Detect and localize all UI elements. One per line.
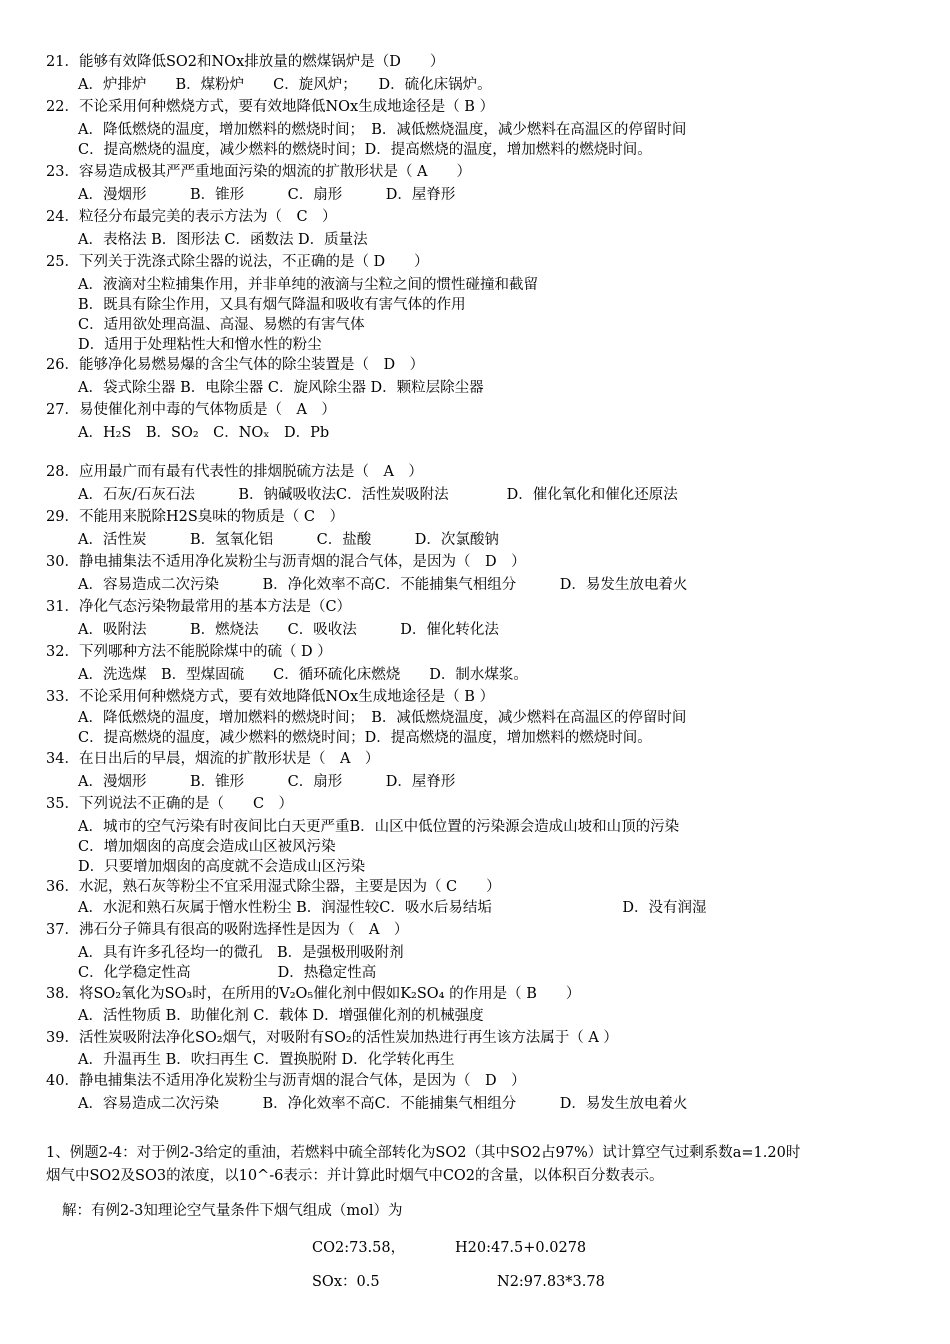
text-line: A．活性物质 B．助催化剂 C．载体 D．增强催化剂的机械强度 — [78, 1008, 484, 1024]
text-line: 烟气中SO2及SO3的浓度，以10^-6表示：并计算此时烟气中CO2的含量，以体积百分数表示。 — [46, 1168, 664, 1184]
text-line: 27．易使催化剂中毒的气体物质是（ A ） — [46, 402, 336, 418]
text-line: 1、例题2-4：对于例2-3给定的重油，若燃料中硫全部转化为SO2（其中SO2占97%）试计算空气过剩系数a=1.20时 — [46, 1145, 801, 1161]
text-line: A．漫烟形 B．锥形 C．扇形 D．屋脊形 — [78, 187, 456, 203]
text-line: A．城市的空气污染有时夜间比白天更严重B．山区中低位置的污染源会造成山坡和山顶的污染 — [78, 819, 680, 835]
text-line: C．化学稳定性高 D．热稳定性高 — [78, 965, 377, 981]
text-line: A．升温再生 B．吹扫再生 C．置换脱附 D．化学转化再生 — [78, 1052, 455, 1068]
text-line: D．只要增加烟囱的高度就不会造成山区污染 — [78, 859, 366, 875]
text-line: C．提高燃烧的温度，减少燃料的燃烧时间；D．提高燃烧的温度，增加燃料的燃烧时间。 — [78, 730, 652, 746]
text-line: A．水泥和熟石灰属于憎水性粉尘 B．润湿性较C．吸水后易结垢 D．没有润湿 — [78, 900, 707, 916]
text-line: H20:47.5+0.0278 — [455, 1240, 587, 1256]
text-line: 36．水泥，熟石灰等粉尘不宜采用湿式除尘器，主要是因为（ C ） — [46, 879, 501, 895]
text-line: 28．应用最广而有最有代表性的排烟脱硫方法是（ A ） — [46, 464, 423, 480]
text-line: 40．静电捕集法不适用净化炭粉尘与沥青烟的混合气体，是因为（ D ） — [46, 1073, 526, 1089]
text-line: A．液滴对尘粒捕集作用，并非单纯的液滴与尘粒之间的惯性碰撞和截留 — [78, 277, 538, 293]
text-line: A．表格法 B．图形法 C．函数法 D．质量法 — [78, 232, 368, 248]
text-line: 32．下列哪种方法不能脱除煤中的硫（ D ） — [46, 644, 332, 660]
text-line: 22．不论采用何种燃烧方式，要有效地降低NOx生成地途径是（ B ） — [46, 99, 495, 115]
text-line: A．H₂S B．SO₂ C．NOₓ D．Pb — [78, 425, 330, 441]
text-line: C．提高燃烧的温度，减少燃料的燃烧时间；D．提高燃烧的温度，增加燃料的燃烧时间。 — [78, 142, 652, 158]
text-line: A．活性炭 B．氢氧化铝 C．盐酸 D．次氯酸钠 — [78, 532, 499, 548]
text-line: A．吸附法 B．燃烧法 C．吸收法 D．催化转化法 — [78, 622, 499, 638]
text-line: 30．静电捕集法不适用净化炭粉尘与沥青烟的混合气体，是因为（ D ） — [46, 554, 526, 570]
text-line: A．石灰/石灰石法 B．钠碱吸收法C．活性炭吸附法 D．催化氧化和催化还原法 — [78, 487, 678, 503]
text-line: A．降低燃烧的温度，增加燃料的燃烧时间； B．减低燃烧温度，减少燃料在高温区的停留时间 — [78, 122, 687, 138]
text-line: CO2:73.58， — [312, 1240, 406, 1256]
text-line: C．增加烟囱的高度会造成山区被风污染 — [78, 839, 336, 855]
text-line: 34．在日出后的早晨，烟流的扩散形状是（ A ） — [46, 751, 380, 767]
text-line: 24．粒径分布最完美的表示方法为（ C ） — [46, 209, 337, 225]
text-line: 39．活性炭吸附法净化SO₂烟气，对吸附有SO₂的活性炭加热进行再生该方法属于（ A ） — [46, 1030, 618, 1046]
text-line: 26．能够净化易燃易爆的含尘气体的除尘装置是（ D ） — [46, 357, 425, 373]
text-line: A．袋式除尘器 B．电除尘器 C．旋风除尘器 D．颗粒层除尘器 — [78, 380, 484, 396]
text-line: 31．净化气态污染物最常用的基本方法是（C） — [46, 599, 352, 615]
text-line: 23．容易造成极其严严重地面污染的烟流的扩散形状是（ A ） — [46, 164, 472, 180]
text-line: A．炉排炉 B．煤粉炉 C．旋风炉； D．硫化床锅炉。 — [78, 77, 492, 93]
text-line: 29．不能用来脱除H2S臭味的物质是（ C ） — [46, 509, 344, 525]
text-line: 解：有例2-3知理论空气量条件下烟气组成（mol）为 — [62, 1203, 403, 1219]
text-line: A．具有许多孔径均一的微孔 B．是强极刑吸附剂 — [78, 945, 404, 961]
text-line: A．降低燃烧的温度，增加燃料的燃烧时间； B．减低燃烧温度，减少燃料在高温区的停留时间 — [78, 710, 687, 726]
text-line: D．适用于处理粘性大和憎水性的粉尘 — [78, 337, 322, 353]
text-line: A．洗选煤 B．型煤固硫 C．循环硫化床燃烧 D．制水煤浆。 — [78, 667, 528, 683]
text-line: 35．下列说法不正确的是（ C ） — [46, 796, 294, 812]
text-line: B．既具有除尘作用，又具有烟气降温和吸收有害气体的作用 — [78, 297, 466, 313]
text-line: 38．将SO₂氧化为SO₃时，在所用的V₂O₅催化剂中假如K₂SO₄ 的作用是（ B ） — [46, 986, 581, 1002]
text-line: C．适用欲处理高温、高湿、易燃的有害气体 — [78, 317, 365, 333]
text-line: 25．下列关于洗涤式除尘器的说法，不正确的是（ D ） — [46, 254, 429, 270]
text-line: A．容易造成二次污染 B．净化效率不高C．不能捕集气相组分 D．易发生放电着火 — [78, 1096, 688, 1112]
text-line: 21．能够有效降低SO2和NOx排放量的燃煤锅炉是（D ） — [46, 54, 445, 70]
text-line: SOx：0.5 — [312, 1274, 380, 1290]
text-line: A．容易造成二次污染 B．净化效率不高C．不能捕集气相组分 D．易发生放电着火 — [78, 577, 688, 593]
text-line: 37．沸石分子筛具有很高的吸附选择性是因为（ A ） — [46, 922, 409, 938]
text-line: 33．不论采用何种燃烧方式，要有效地降低NOx生成地途径是（ B ） — [46, 689, 495, 705]
text-line: N2:97.83*3.78 — [497, 1274, 605, 1290]
text-line: A．漫烟形 B．锥形 C．扇形 D．屋脊形 — [78, 774, 456, 790]
